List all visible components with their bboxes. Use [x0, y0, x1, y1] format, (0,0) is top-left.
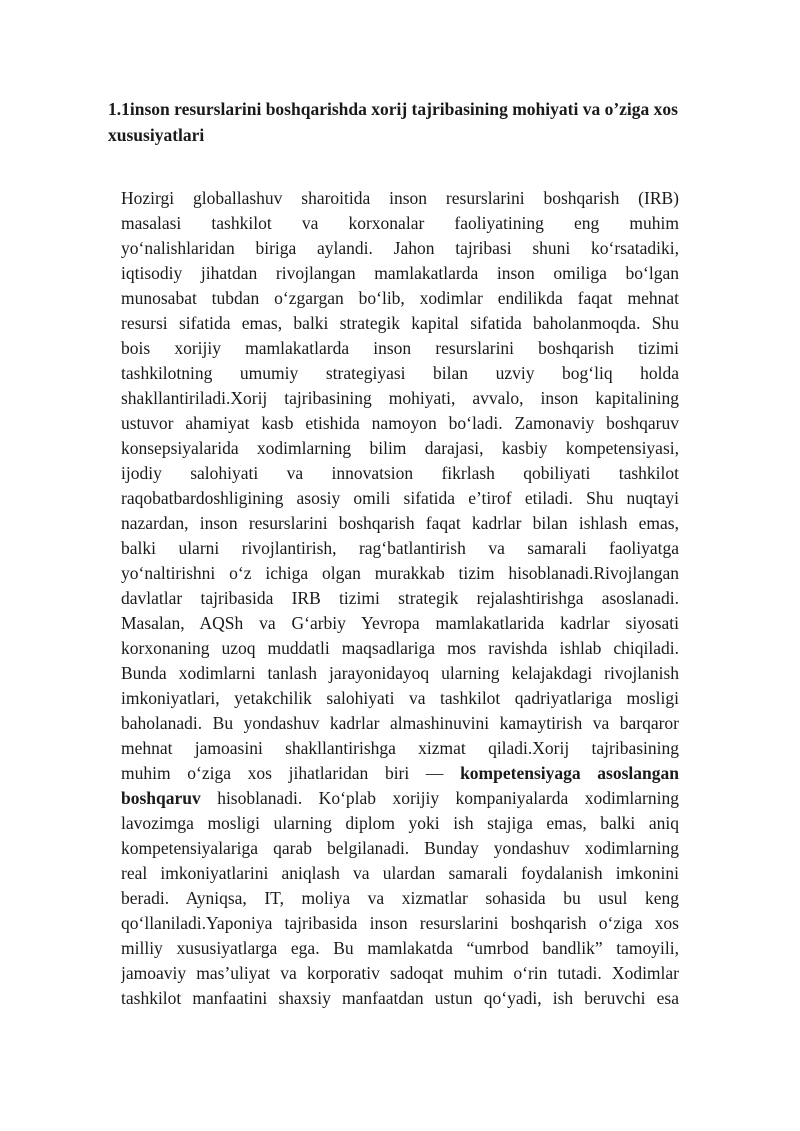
section-heading	[108, 96, 753, 148]
body-line	[121, 786, 679, 811]
body-line: davlatlar tajribasida IRB tizimi strategik rejalashtirishga asoslanadi.	[121, 588, 679, 608]
body-line: munosabat tubdan o‘zgargan bo‘lib, xodimlar endilikda faqat mehnat	[121, 288, 679, 308]
body-line: baholanadi. Bu yondashuv kadrlar almashinuvini kamaytirish va barqaror	[121, 713, 679, 733]
body-line: jamoaviy mas’uliyat va korporativ sadoqat muhim o‘rin tutadi. Xodimlar	[121, 963, 679, 983]
body-line: ijodiy salohiyati va innovatsion fikrlash qobiliyati tashkilot	[121, 463, 679, 483]
body-line: yo‘naltirishni o‘z ichiga olgan murakkab tizim hisoblanadi.Rivojlangan	[121, 563, 679, 583]
body-line: resursi sifatida emas, balki strategik kapital sifatida baholanmoqda. Shu	[121, 313, 679, 333]
body-line: real imkoniyatlarini aniqlash va ulardan samarali foydalanish imkonini	[121, 863, 679, 883]
body-line: tashkilot manfaatini shaxsiy manfaatdan ustun qo‘yadi, ish beruvchi esa	[121, 988, 679, 1008]
body-line	[121, 761, 679, 786]
body-line: balki ularni rivojlantirish, rag‘batlantirish va samarali faoliyatga	[121, 538, 679, 558]
section-heading-line-2: xususiyatlari	[108, 125, 205, 145]
body-line: kompetensiyalariga qarab belgilanadi. Bunday yondashuv xodimlarning	[121, 838, 679, 858]
body-line: ustuvor ahamiyat kasb etishida namoyon bo‘ladi. Zamonaviy boshqaruv	[121, 413, 679, 433]
emphasized-term: kompetensiyaga asoslangan	[460, 763, 679, 783]
body-line: masalasi tashkilot va korxonalar faoliyatining eng muhim	[121, 213, 679, 233]
body-line: bois xorijiy mamlakatlarda inson resurslarini boshqarish tizimi	[121, 338, 679, 358]
body-line: mehnat jamoasini shakllantirishga xizmat qiladi.Xorij tajribasining	[121, 738, 679, 758]
body-line: Hozirgi globallashuv sharoitida inson resurslarini boshqarish (IRB)	[121, 188, 679, 208]
body-line: beradi. Ayniqsa, IT, moliya va xizmatlar sohasida bu usul keng	[121, 888, 679, 908]
body-paragraph	[121, 186, 679, 1011]
body-text-segment: muhim o‘ziga xos jihatlaridan biri —	[121, 763, 461, 783]
body-line: nazardan, inson resurslarini boshqarish faqat kadrlar bilan ishlash emas,	[121, 513, 679, 533]
body-line: imkoniyatlari, yetakchilik salohiyati va tashkilot qadriyatlariga mosligi	[121, 688, 679, 708]
body-line: konsepsiyalarida xodimlarning bilim darajasi, kasbiy kompetensiyasi,	[121, 438, 679, 458]
body-line: korxonaning uzoq muddatli maqsadlariga mos ravishda ishlab chiqiladi.	[121, 638, 679, 658]
section-heading-line-1: 1.1inson resurslarini boshqarishda xorij tajribasining mohiyati va o’ziga xos	[108, 99, 678, 119]
body-line: yo‘nalishlaridan biriga aylandi. Jahon tajribasi shuni ko‘rsatadiki,	[121, 238, 679, 258]
body-line: qo‘llaniladi.Yaponiya tajribasida inson resurslarini boshqarish o‘ziga xos	[121, 913, 679, 933]
body-line: iqtisodiy jihatdan rivojlangan mamlakatlarda inson omiliga bo‘lgan	[121, 263, 679, 283]
body-line: Masalan, AQSh va G‘arbiy Yevropa mamlakatlarida kadrlar siyosati	[121, 613, 679, 633]
emphasized-term: boshqaruv	[121, 788, 201, 808]
body-line: raqobatbardoshligining asosiy omili sifatida e’tirof etiladi. Shu nuqtayi	[121, 488, 679, 508]
body-line: tashkilotning umumiy strategiyasi bilan uzviy bog‘liq holda	[121, 363, 679, 383]
body-line: milliy xususiyatlarga ega. Bu mamlakatda “umrbod bandlik” tamoyili,	[121, 938, 679, 958]
body-text-segment: hisoblanadi. Ko‘plab xorijiy kompaniyalarda xodimlarning	[200, 788, 679, 808]
body-line: Bunda xodimlarni tanlash jarayonidayoq ularning kelajakdagi rivojlanish	[121, 663, 679, 683]
body-line: lavozimga mosligi ularning diplom yoki ish stajiga emas, balki aniq	[121, 813, 679, 833]
body-line: shakllantiriladi.Xorij tajribasining mohiyati, avvalo, inson kapitalining	[121, 388, 679, 408]
